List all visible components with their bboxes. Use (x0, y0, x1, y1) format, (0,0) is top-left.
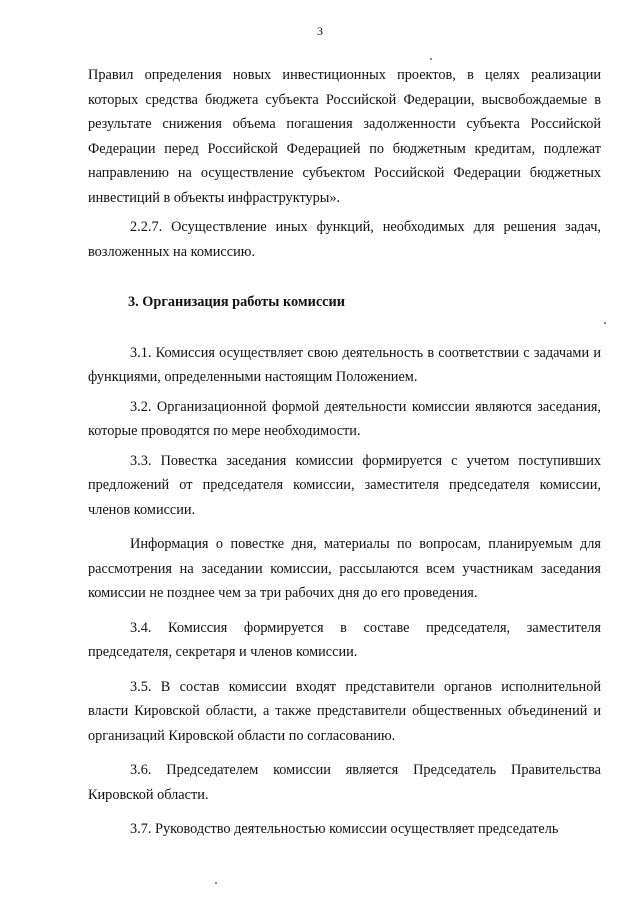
section-heading-3: 3. Организация работы комиссии (128, 294, 346, 310)
paragraph-3-1: 3.1. Комиссия осуществляет свою деятельность в соответствии с задачами и функциями, определенными настоящим Положением. (88, 344, 601, 385)
scan-speck (604, 322, 606, 324)
paragraph-2-2-7: 2.2.7. Осуществление иных функций, необходимых для решения задач, возложенных на комиссию. (88, 219, 601, 260)
paragraph-3-3: 3.3. Повестка заседания комиссии формируется с учетом поступивших предложений от председателя комиссии, заместителя председателя комиссии, членов комиссии. (88, 452, 601, 518)
document-body (88, 63, 601, 842)
paragraph-agenda-info: Информация о повестке дня, материалы по вопросам, планируемым для рассмотрения на заседании комиссии, рассылаются всем участникам заседания комиссии не позднее чем за три рабочих дня до его проведения. (88, 536, 601, 601)
paragraph-3-7: 3.7. Руководство деятельностью комиссии осуществляет председатель (130, 821, 559, 837)
paragraph-continuation: Правил определения новых инвестиционных проектов, в целях реализации которых средства бюджета субъекта Российской Федерации, высвобождаемые в результате снижения объема погашения задолженности субъекта Российской Федерации перед Российской Федерацией по бюджетным кредитам, подлежат направлению на осуществление субъектом Российской Федерации бюджетных инвестиций в объекты инфраструктуры». (88, 67, 601, 206)
paragraph-3-6: 3.6. Председателем комиссии является Председатель Правительства Кировской области. (88, 762, 601, 803)
paragraph-3-4: 3.4. Комиссия формируется в составе председателя, заместителя председателя, секретаря и членов комиссии. (88, 619, 601, 660)
scan-speck (215, 882, 217, 884)
page-number: 3 (317, 24, 323, 38)
paragraph-3-5: 3.5. В состав комиссии входят представители органов исполнительной власти Кировской области, а также представители общественных объединений и организаций Кировской области по согласованию. (88, 678, 601, 744)
paragraph-3-2: 3.2. Организационной формой деятельности комиссии являются заседания, которые проводятся по мере необходимости. (88, 398, 601, 439)
scan-speck (430, 58, 432, 60)
